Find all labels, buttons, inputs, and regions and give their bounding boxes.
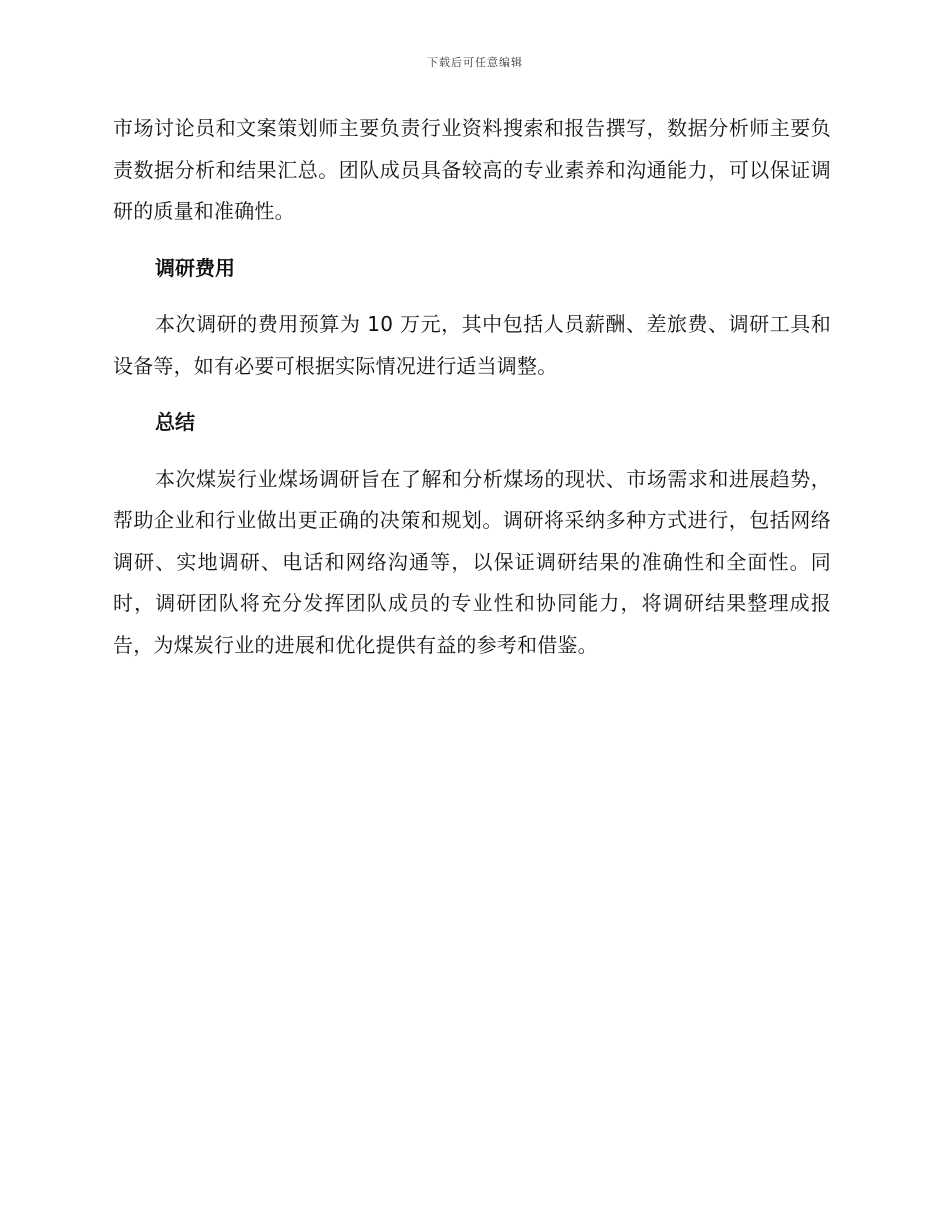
page-header-note: 下载后可任意编辑 [427, 56, 523, 69]
paragraph-cost: 本次调研的费用预算为 10 万元，其中包括人员薪酬、差旅费、调研工具和设备等，如有必要可根据实际情况进行适当调整。 [113, 312, 831, 378]
paragraph-summary: 本次煤炭行业煤场调研旨在了解和分析煤场的现状、市场需求和进展趋势，帮助企业和行业做出更正确的决策和规划。调研将采纳多种方式进行，包括网络调研、实地调研、电话和网络沟通等，以保证调研结果的准确性和全面性。同时，调研团队将充分发挥团队成员的专业性和协同能力，将调研结果整理成报告，为煤炭行业的进展和优化提供有益的参考和借鉴。 [113, 466, 831, 657]
paragraph-team: 市场讨论员和文案策划师主要负责行业资料搜索和报告撰写，数据分析师主要负责数据分析和结果汇总。团队成员具备较高的专业素养和沟通能力，可以保证调研的质量和准确性。 [113, 116, 831, 223]
heading-cost: 调研费用 [155, 255, 235, 280]
heading-summary: 总结 [155, 410, 195, 434]
document-body [113, 108, 831, 666]
